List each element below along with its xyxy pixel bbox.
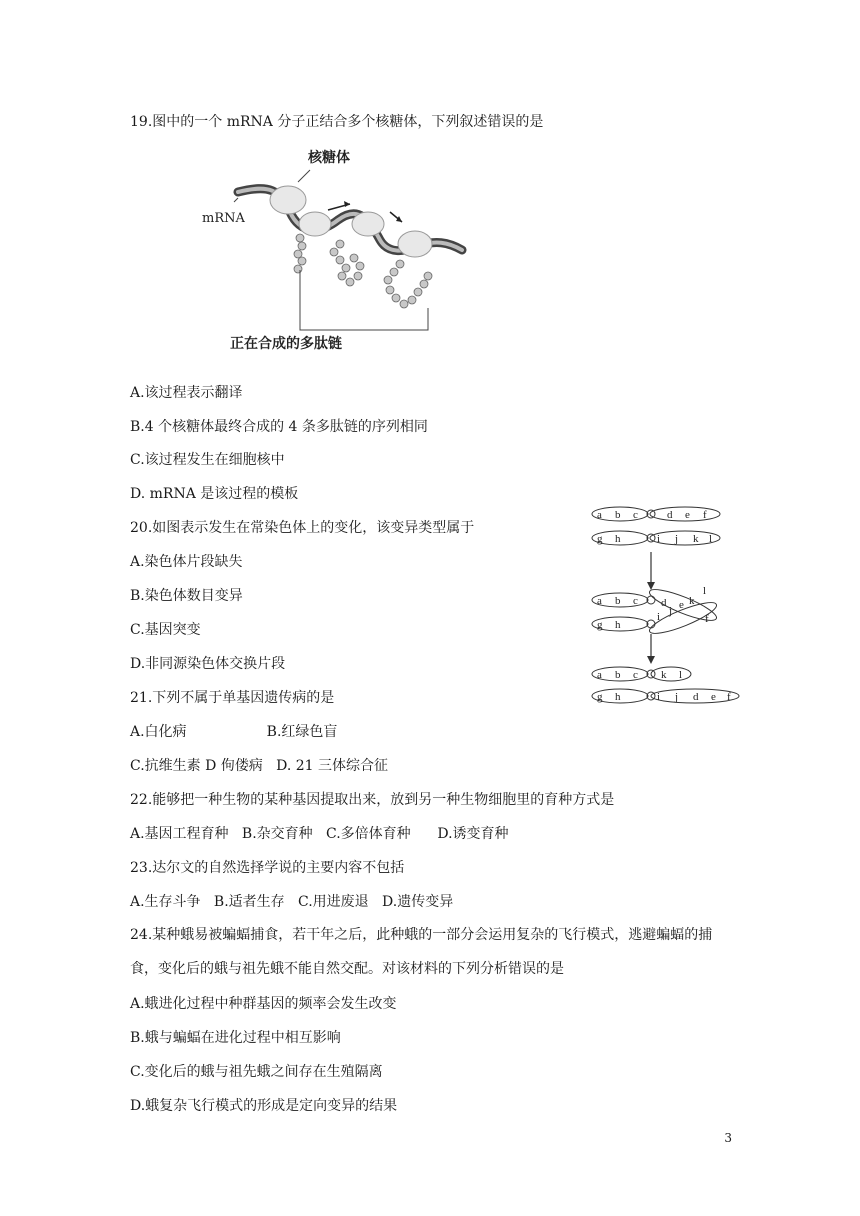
q24-stem: 24.某种蛾易被蝙蝠捕食，若干年之后，此种蛾的一部分会运用复杂的飞行模式，逃避蝙蝠的捕食，变化后的蛾与祖先蛾不能自然交配。对该材料的下列分析错误的是 — [130, 927, 713, 977]
q24-option-b: B.蛾与蝙蝠在进化过程中相互影响 — [130, 1030, 341, 1046]
svg-text:k: k — [689, 595, 695, 607]
svg-text:k: k — [693, 533, 699, 545]
svg-text:e: e — [685, 509, 690, 521]
q24-option-d: D.蛾复杂飞行模式的形成是定向变异的结果 — [130, 1098, 398, 1114]
ribosome-mrna-figure — [190, 142, 480, 357]
q22-stem: 22.能够把一种生物的某种基因提取出来，放到另一种生物细胞里的育种方式是 — [130, 792, 615, 808]
svg-text:b: b — [615, 669, 621, 681]
svg-text:b: b — [615, 509, 621, 521]
q22-options: A.基因工程育种 B.杂交育种 C.多倍体育种 D.诱变育种 — [130, 826, 509, 842]
svg-text:c: c — [633, 669, 638, 681]
svg-text:d: d — [667, 509, 673, 521]
q20-option-d: D.非同源染色体交换片段 — [130, 656, 286, 672]
svg-text:e: e — [711, 691, 716, 703]
svg-text:c: c — [633, 509, 638, 521]
svg-text:j: j — [675, 691, 679, 703]
q24-option-c: C.变化后的蛾与祖先蛾之间存在生殖隔离 — [130, 1064, 383, 1080]
svg-text:g: g — [597, 533, 603, 545]
q24-option-a: A.蛾进化过程中种群基因的频率会发生改变 — [130, 996, 397, 1012]
svg-text:h: h — [615, 691, 621, 703]
q19-stem: 19.图中的一个 mRNA 分子正结合多个核糖体，下列叙述错误的是 — [130, 114, 544, 130]
q19-option-a: A.该过程表示翻译 — [130, 385, 243, 401]
chromosome-figure — [585, 500, 740, 710]
svg-text:f: f — [705, 613, 709, 625]
svg-text:a: a — [597, 669, 602, 681]
q19-option-b: B.4 个核糖体最终合成的 4 条多肽链的序列相同 — [130, 419, 428, 435]
svg-text:g: g — [597, 691, 603, 703]
svg-text:i: i — [657, 691, 661, 703]
q20-stem: 20.如图表示发生在常染色体上的变化，该变异类型属于 — [130, 520, 475, 536]
svg-text:i: i — [657, 611, 661, 623]
svg-text:b: b — [615, 595, 621, 607]
svg-text:a: a — [597, 509, 602, 521]
polypeptide-label: 正在合成的多肽链 — [230, 336, 342, 352]
ribosome-label: 核糖体 — [308, 150, 350, 166]
svg-text:d: d — [693, 691, 699, 703]
svg-text:j: j — [675, 533, 679, 545]
q20-option-c: C.基因突变 — [130, 622, 201, 638]
svg-text:f: f — [727, 691, 731, 703]
svg-text:j: j — [669, 605, 673, 617]
svg-text:d: d — [661, 597, 667, 609]
q20-option-a: A.染色体片段缺失 — [130, 554, 243, 570]
svg-text:l: l — [679, 669, 683, 681]
svg-text:l: l — [709, 533, 713, 545]
svg-text:l: l — [703, 585, 707, 597]
svg-text:e: e — [679, 599, 684, 611]
q21-options-row2: C.抗维生素 D 佝偻病 D. 21 三体综合征 — [130, 758, 389, 774]
q21-stem: 21.下列不属于单基因遗传病的是 — [130, 690, 335, 706]
q23-options: A.生存斗争 B.适者生存 C.用进废退 D.遗传变异 — [130, 894, 454, 910]
svg-text:f: f — [703, 509, 707, 521]
svg-text:k: k — [661, 669, 667, 681]
svg-text:c: c — [633, 595, 638, 607]
svg-text:h: h — [615, 533, 621, 545]
mrna-label: mRNA — [202, 211, 245, 226]
svg-text:g: g — [597, 619, 603, 631]
q20-option-b: B.染色体数目变异 — [130, 588, 243, 604]
svg-text:a: a — [597, 595, 602, 607]
svg-text:h: h — [615, 619, 621, 631]
q21-options-row1: A.白化病 B.红绿色盲 — [130, 724, 338, 740]
q19-option-d: D. mRNA 是该过程的模板 — [130, 486, 299, 502]
page-number: 3 — [724, 1131, 732, 1145]
q23-stem: 23.达尔文的自然选择学说的主要内容不包括 — [130, 860, 405, 876]
q19-option-c: C.该过程发生在细胞核中 — [130, 452, 285, 468]
svg-text:i: i — [657, 533, 661, 545]
